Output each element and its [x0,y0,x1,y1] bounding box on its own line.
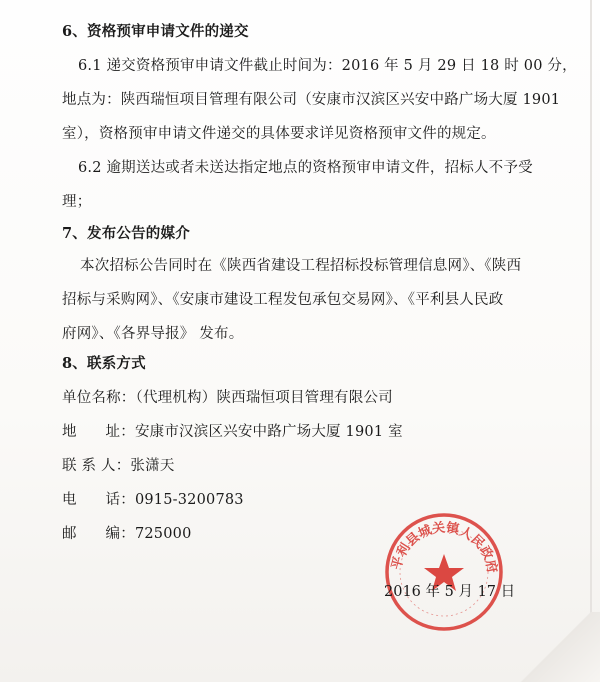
contact-person: 联 系 人：张潇天 [62,458,175,474]
section-6-1-line-2: 地点为：陕西瑞恒项目管理有限公司（安康市汉滨区兴安中路广场大厦 1901 [62,92,561,108]
page-corner-curl [510,612,600,682]
contact-phone: 电 话：0915-3200783 [62,492,244,508]
section-6-2-line-2: 理； [62,194,92,210]
section-8-heading: 8、联系方式 [62,355,146,372]
seal-graphic [382,510,506,634]
contact-address: 地 址：安康市汉滨区兴安中路广场大厦 1901 室 [62,424,403,440]
section-6-2-line-1: 6.2 逾期送达或者未送达指定地点的资格预审申请文件，招标人不予受 [78,160,533,176]
page-edge [590,0,592,682]
official-seal-stamp [382,510,506,634]
section-6-heading: 6、资格预审申请文件的递交 [62,23,249,40]
section-7-line-1: 本次招标公告同时在《陕西省建设工程招标投标管理信息网》、《陕西 [80,258,522,274]
section-7-line-3: 府网》、《各界导报》 发布。 [62,326,244,342]
signature-date: 2016 年 5 月 17 日 [384,584,516,600]
section-6-1-line-3: 室），资格预审申请文件递交的具体要求详见资格预审文件的规定。 [62,126,496,142]
svg-text:平利县城关镇人民政府: 平利县城关镇人民政府 [389,520,500,575]
section-7-line-2: 招标与采购网》、《安康市建设工程发包承包交易网》、《平利县人民政 [62,292,504,308]
section-7-heading: 7、发布公告的媒介 [62,225,190,242]
contact-postcode: 邮 编：725000 [62,526,192,542]
section-6-1-line-1: 6.1 递交资格预审申请文件截止时间为：2016 年 5 月 29 日 18 时 00 分， [78,58,577,74]
contact-unit-name: 单位名称：（代理机构）陕西瑞恒项目管理有限公司 [62,390,393,406]
